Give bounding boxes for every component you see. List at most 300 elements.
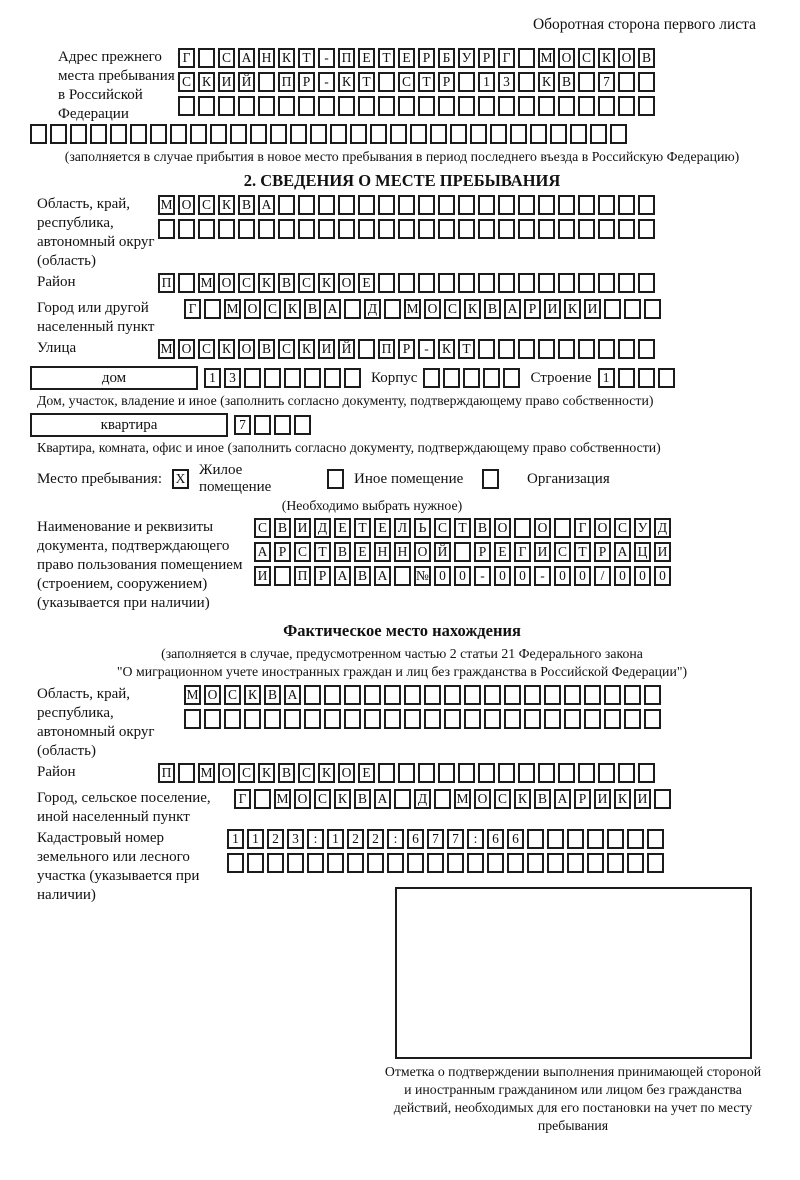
char-box[interactable]: П [338, 48, 355, 68]
char-box[interactable] [530, 124, 547, 144]
char-box[interactable] [298, 96, 315, 116]
char-box[interactable] [618, 72, 635, 92]
char-box[interactable] [558, 96, 575, 116]
char-box[interactable]: О [244, 299, 261, 319]
char-box[interactable]: Д [364, 299, 381, 319]
char-box[interactable] [278, 195, 295, 215]
char-box[interactable]: : [387, 829, 404, 849]
char-box[interactable] [518, 96, 535, 116]
char-box[interactable] [558, 195, 575, 215]
char-box[interactable]: 0 [514, 566, 531, 586]
char-box[interactable]: Т [458, 339, 475, 359]
checkbox[interactable]: X [172, 469, 189, 489]
char-box[interactable] [507, 853, 524, 873]
char-box[interactable]: А [504, 299, 521, 319]
char-box[interactable]: Р [438, 72, 455, 92]
char-box[interactable] [284, 709, 301, 729]
char-box[interactable]: В [534, 789, 551, 809]
char-box[interactable]: О [594, 518, 611, 538]
char-box[interactable]: О [218, 273, 235, 293]
char-box[interactable] [30, 124, 47, 144]
char-box[interactable]: Е [358, 273, 375, 293]
char-box[interactable]: М [158, 339, 175, 359]
char-box[interactable]: А [374, 789, 391, 809]
char-box[interactable] [378, 96, 395, 116]
char-box[interactable] [570, 124, 587, 144]
char-box[interactable] [344, 685, 361, 705]
char-box[interactable] [304, 368, 321, 388]
char-box[interactable] [483, 368, 500, 388]
char-box[interactable]: О [338, 273, 355, 293]
char-box[interactable] [638, 219, 655, 239]
char-box[interactable] [463, 368, 480, 388]
char-box[interactable] [244, 368, 261, 388]
char-box[interactable]: П [158, 763, 175, 783]
char-box[interactable] [538, 339, 555, 359]
char-box[interactable] [647, 853, 664, 873]
char-box[interactable]: Р [524, 299, 541, 319]
char-box[interactable]: О [474, 789, 491, 809]
char-box[interactable]: К [298, 339, 315, 359]
char-box[interactable]: П [294, 566, 311, 586]
char-box[interactable]: О [424, 299, 441, 319]
char-box[interactable]: К [598, 48, 615, 68]
char-box[interactable]: 0 [574, 566, 591, 586]
char-box[interactable] [618, 195, 635, 215]
char-box[interactable] [618, 273, 635, 293]
char-box[interactable] [598, 195, 615, 215]
char-box[interactable]: К [464, 299, 481, 319]
char-box[interactable] [624, 299, 641, 319]
char-box[interactable]: 7 [598, 72, 615, 92]
char-box[interactable]: И [544, 299, 561, 319]
char-box[interactable] [638, 763, 655, 783]
char-box[interactable] [547, 829, 564, 849]
char-box[interactable]: 1 [478, 72, 495, 92]
char-box[interactable]: С [278, 339, 295, 359]
char-box[interactable]: Р [474, 542, 491, 562]
char-box[interactable]: Д [314, 518, 331, 538]
char-box[interactable]: - [418, 339, 435, 359]
char-box[interactable]: Т [314, 542, 331, 562]
char-box[interactable] [327, 853, 344, 873]
char-box[interactable]: С [578, 48, 595, 68]
char-box[interactable] [538, 195, 555, 215]
char-box[interactable] [607, 853, 624, 873]
char-box[interactable] [434, 789, 451, 809]
char-box[interactable] [598, 96, 615, 116]
char-box[interactable]: В [354, 566, 371, 586]
char-box[interactable]: Р [594, 542, 611, 562]
char-box[interactable] [227, 853, 244, 873]
char-box[interactable]: М [224, 299, 241, 319]
char-box[interactable] [518, 72, 535, 92]
char-box[interactable]: Р [418, 48, 435, 68]
char-box[interactable] [518, 339, 535, 359]
char-box[interactable]: А [614, 542, 631, 562]
char-box[interactable]: Р [478, 48, 495, 68]
char-box[interactable] [647, 829, 664, 849]
char-box[interactable] [618, 763, 635, 783]
char-box[interactable]: Т [574, 542, 591, 562]
char-box[interactable]: О [338, 763, 355, 783]
char-box[interactable] [258, 72, 275, 92]
char-box[interactable]: К [278, 48, 295, 68]
char-box[interactable] [610, 124, 627, 144]
char-box[interactable]: 7 [234, 415, 251, 435]
char-box[interactable] [264, 368, 281, 388]
char-box[interactable]: О [558, 48, 575, 68]
char-box[interactable] [378, 72, 395, 92]
char-box[interactable] [90, 124, 107, 144]
char-box[interactable]: О [218, 763, 235, 783]
char-box[interactable] [598, 219, 615, 239]
char-box[interactable] [518, 273, 535, 293]
char-box[interactable] [624, 685, 641, 705]
char-box[interactable] [558, 273, 575, 293]
char-box[interactable] [418, 195, 435, 215]
char-box[interactable] [398, 195, 415, 215]
char-box[interactable] [590, 124, 607, 144]
char-box[interactable] [618, 368, 635, 388]
char-box[interactable] [418, 763, 435, 783]
char-box[interactable] [478, 339, 495, 359]
char-box[interactable] [290, 124, 307, 144]
char-box[interactable] [618, 339, 635, 359]
char-box[interactable] [370, 124, 387, 144]
char-box[interactable]: О [238, 339, 255, 359]
char-box[interactable]: М [274, 789, 291, 809]
char-box[interactable] [458, 96, 475, 116]
char-box[interactable]: В [474, 518, 491, 538]
char-box[interactable]: С [444, 299, 461, 319]
char-box[interactable]: 2 [367, 829, 384, 849]
char-box[interactable] [518, 48, 535, 68]
char-box[interactable] [418, 273, 435, 293]
char-box[interactable] [398, 96, 415, 116]
char-box[interactable]: Г [514, 542, 531, 562]
char-box[interactable] [518, 195, 535, 215]
char-box[interactable]: - [474, 566, 491, 586]
char-box[interactable] [578, 96, 595, 116]
char-box[interactable]: 0 [634, 566, 651, 586]
char-box[interactable]: К [284, 299, 301, 319]
char-box[interactable]: О [178, 339, 195, 359]
char-box[interactable] [487, 853, 504, 873]
char-box[interactable] [644, 299, 661, 319]
char-box[interactable]: Р [314, 566, 331, 586]
char-box[interactable] [470, 124, 487, 144]
char-box[interactable]: Р [298, 72, 315, 92]
char-box[interactable] [587, 829, 604, 849]
char-box[interactable]: Й [238, 72, 255, 92]
char-box[interactable]: Е [494, 542, 511, 562]
char-box[interactable]: 1 [598, 368, 615, 388]
char-box[interactable]: С [298, 763, 315, 783]
char-box[interactable] [407, 853, 424, 873]
char-box[interactable] [324, 368, 341, 388]
char-box[interactable]: 1 [204, 368, 221, 388]
char-box[interactable] [524, 685, 541, 705]
char-box[interactable]: В [264, 685, 281, 705]
char-box[interactable] [478, 763, 495, 783]
char-box[interactable]: О [414, 542, 431, 562]
char-box[interactable]: М [198, 763, 215, 783]
char-box[interactable]: К [614, 789, 631, 809]
char-box[interactable] [478, 219, 495, 239]
char-box[interactable]: Т [454, 518, 471, 538]
char-box[interactable] [318, 96, 335, 116]
char-box[interactable]: И [654, 542, 671, 562]
char-box[interactable]: Е [358, 763, 375, 783]
char-box[interactable] [567, 829, 584, 849]
char-box[interactable]: 7 [447, 829, 464, 849]
char-box[interactable]: 0 [554, 566, 571, 586]
char-box[interactable] [638, 273, 655, 293]
char-box[interactable] [578, 339, 595, 359]
char-box[interactable]: К [564, 299, 581, 319]
char-box[interactable] [254, 789, 271, 809]
char-box[interactable] [258, 96, 275, 116]
char-box[interactable] [394, 789, 411, 809]
char-box[interactable]: В [278, 273, 295, 293]
char-box[interactable]: Г [178, 48, 195, 68]
char-box[interactable] [638, 339, 655, 359]
char-box[interactable] [358, 195, 375, 215]
char-box[interactable]: С [238, 763, 255, 783]
char-box[interactable]: С [254, 518, 271, 538]
char-box[interactable]: 3 [287, 829, 304, 849]
char-box[interactable]: А [258, 195, 275, 215]
char-box[interactable]: С [314, 789, 331, 809]
char-box[interactable] [238, 96, 255, 116]
char-box[interactable] [330, 124, 347, 144]
char-box[interactable]: Д [654, 518, 671, 538]
char-box[interactable] [364, 685, 381, 705]
char-box[interactable]: : [467, 829, 484, 849]
char-box[interactable]: 0 [614, 566, 631, 586]
char-box[interactable] [458, 219, 475, 239]
char-box[interactable] [198, 219, 215, 239]
char-box[interactable] [427, 853, 444, 873]
char-box[interactable]: Н [394, 542, 411, 562]
char-box[interactable] [564, 685, 581, 705]
char-box[interactable] [364, 709, 381, 729]
char-box[interactable] [514, 518, 531, 538]
char-box[interactable]: Р [274, 542, 291, 562]
char-box[interactable] [298, 219, 315, 239]
char-box[interactable] [184, 709, 201, 729]
char-box[interactable] [424, 685, 441, 705]
char-box[interactable]: С [398, 72, 415, 92]
char-box[interactable]: К [198, 72, 215, 92]
char-box[interactable] [358, 219, 375, 239]
char-box[interactable] [387, 853, 404, 873]
char-box[interactable]: В [638, 48, 655, 68]
char-box[interactable] [638, 195, 655, 215]
char-box[interactable]: О [294, 789, 311, 809]
char-box[interactable] [230, 124, 247, 144]
char-box[interactable] [618, 96, 635, 116]
char-box[interactable] [238, 219, 255, 239]
char-box[interactable] [324, 709, 341, 729]
char-box[interactable]: С [264, 299, 281, 319]
char-box[interactable] [644, 685, 661, 705]
char-box[interactable]: С [218, 48, 235, 68]
char-box[interactable]: К [514, 789, 531, 809]
char-box[interactable] [587, 853, 604, 873]
char-box[interactable]: С [198, 195, 215, 215]
char-box[interactable] [423, 368, 440, 388]
char-box[interactable]: К [218, 195, 235, 215]
char-box[interactable] [454, 542, 471, 562]
char-box[interactable]: К [438, 339, 455, 359]
char-box[interactable] [210, 124, 227, 144]
char-box[interactable] [218, 219, 235, 239]
char-box[interactable]: П [158, 273, 175, 293]
char-box[interactable] [544, 709, 561, 729]
char-box[interactable]: - [534, 566, 551, 586]
char-box[interactable]: К [218, 339, 235, 359]
char-box[interactable]: И [294, 518, 311, 538]
char-box[interactable] [618, 219, 635, 239]
char-box[interactable]: Р [574, 789, 591, 809]
char-box[interactable] [178, 219, 195, 239]
char-box[interactable] [278, 219, 295, 239]
char-box[interactable] [584, 709, 601, 729]
char-box[interactable]: 6 [407, 829, 424, 849]
char-box[interactable] [490, 124, 507, 144]
char-box[interactable] [438, 763, 455, 783]
char-box[interactable]: Е [398, 48, 415, 68]
char-box[interactable] [274, 566, 291, 586]
char-box[interactable]: А [334, 566, 351, 586]
char-box[interactable]: 6 [507, 829, 524, 849]
char-box[interactable] [584, 685, 601, 705]
char-box[interactable] [178, 96, 195, 116]
char-box[interactable] [498, 219, 515, 239]
char-box[interactable] [344, 299, 361, 319]
char-box[interactable] [538, 763, 555, 783]
char-box[interactable] [287, 853, 304, 873]
char-box[interactable]: Е [374, 518, 391, 538]
char-box[interactable] [430, 124, 447, 144]
char-box[interactable] [638, 96, 655, 116]
char-box[interactable]: Г [574, 518, 591, 538]
char-box[interactable]: В [274, 518, 291, 538]
char-box[interactable] [444, 709, 461, 729]
char-box[interactable]: 0 [434, 566, 451, 586]
char-box[interactable]: Е [334, 518, 351, 538]
char-box[interactable] [250, 124, 267, 144]
char-box[interactable] [654, 789, 671, 809]
char-box[interactable]: Е [358, 48, 375, 68]
char-box[interactable] [538, 96, 555, 116]
char-box[interactable] [410, 124, 427, 144]
char-box[interactable] [607, 829, 624, 849]
char-box[interactable] [447, 853, 464, 873]
char-box[interactable]: К [318, 273, 335, 293]
char-box[interactable] [150, 124, 167, 144]
char-box[interactable] [458, 195, 475, 215]
char-box[interactable] [578, 219, 595, 239]
char-box[interactable]: И [254, 566, 271, 586]
char-box[interactable] [478, 273, 495, 293]
char-box[interactable]: И [534, 542, 551, 562]
char-box[interactable] [338, 195, 355, 215]
char-box[interactable] [510, 124, 527, 144]
char-box[interactable]: У [458, 48, 475, 68]
char-box[interactable] [50, 124, 67, 144]
char-box[interactable]: И [318, 339, 335, 359]
char-box[interactable] [518, 219, 535, 239]
char-box[interactable] [224, 709, 241, 729]
char-box[interactable]: Н [258, 48, 275, 68]
char-box[interactable] [464, 709, 481, 729]
char-box[interactable]: М [184, 685, 201, 705]
char-box[interactable]: С [198, 339, 215, 359]
char-box[interactable] [264, 709, 281, 729]
char-box[interactable] [538, 273, 555, 293]
char-box[interactable]: Т [378, 48, 395, 68]
char-box[interactable] [547, 853, 564, 873]
char-box[interactable]: В [304, 299, 321, 319]
char-box[interactable] [367, 853, 384, 873]
char-box[interactable] [544, 685, 561, 705]
char-box[interactable] [604, 685, 621, 705]
char-box[interactable]: Т [418, 72, 435, 92]
char-box[interactable] [438, 195, 455, 215]
char-box[interactable] [158, 219, 175, 239]
char-box[interactable] [198, 96, 215, 116]
char-box[interactable]: Й [338, 339, 355, 359]
char-box[interactable] [254, 415, 271, 435]
char-box[interactable]: К [338, 72, 355, 92]
char-box[interactable] [198, 48, 215, 68]
char-box[interactable] [310, 124, 327, 144]
char-box[interactable]: 3 [224, 368, 241, 388]
char-box[interactable] [604, 709, 621, 729]
char-box[interactable] [110, 124, 127, 144]
char-box[interactable] [247, 853, 264, 873]
char-box[interactable]: 6 [487, 829, 504, 849]
char-box[interactable]: В [258, 339, 275, 359]
char-box[interactable] [438, 96, 455, 116]
char-box[interactable] [378, 219, 395, 239]
char-box[interactable] [304, 709, 321, 729]
char-box[interactable]: К [258, 763, 275, 783]
char-box[interactable] [384, 299, 401, 319]
char-box[interactable] [578, 195, 595, 215]
char-box[interactable] [358, 96, 375, 116]
char-box[interactable]: А [324, 299, 341, 319]
char-box[interactable]: Й [434, 542, 451, 562]
char-box[interactable]: 3 [498, 72, 515, 92]
char-box[interactable] [538, 219, 555, 239]
char-box[interactable] [444, 685, 461, 705]
char-box[interactable]: Л [394, 518, 411, 538]
char-box[interactable]: М [198, 273, 215, 293]
char-box[interactable] [418, 96, 435, 116]
char-box[interactable] [498, 195, 515, 215]
char-box[interactable] [527, 829, 544, 849]
char-box[interactable] [378, 273, 395, 293]
char-box[interactable]: В [354, 789, 371, 809]
char-box[interactable] [578, 72, 595, 92]
char-box[interactable] [384, 709, 401, 729]
char-box[interactable] [564, 709, 581, 729]
char-box[interactable]: И [634, 789, 651, 809]
